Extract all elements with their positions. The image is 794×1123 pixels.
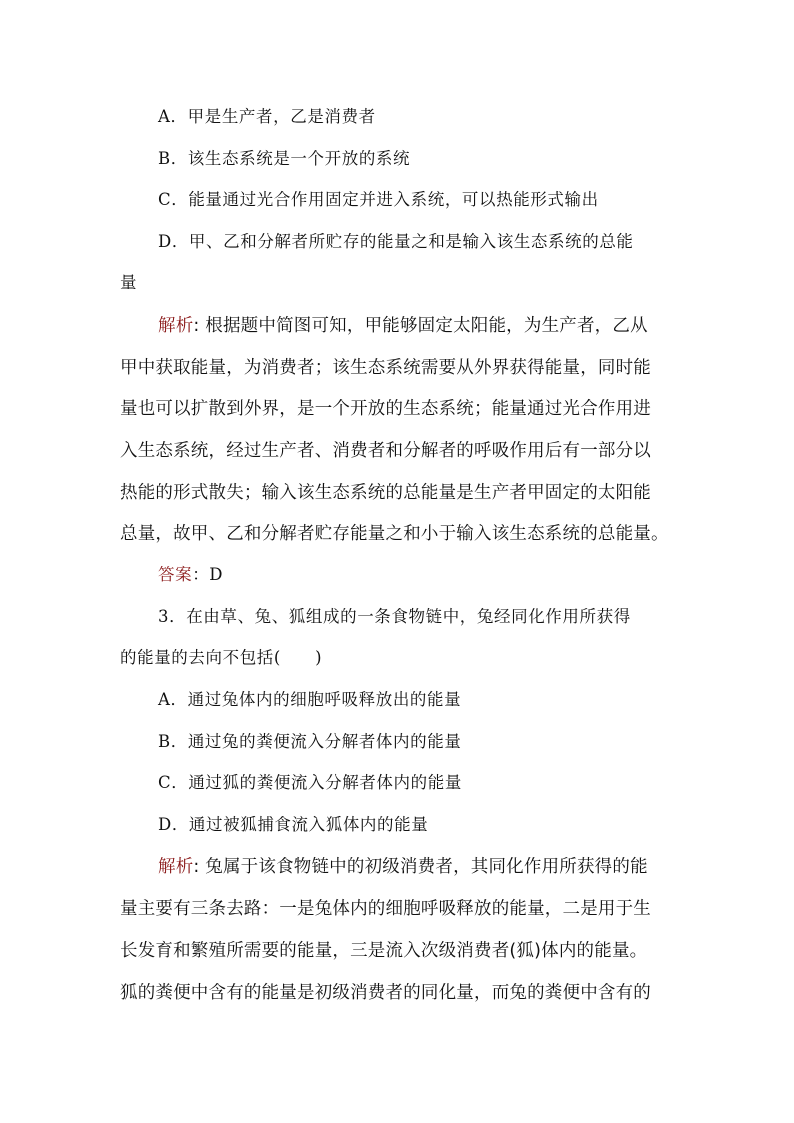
q2-analysis-line-2: 甲中获取能量，为消费者；该生态系统需要从外界获得能量，同时能 — [120, 358, 651, 378]
q2-option-c: C．能量通过光合作用固定并进入系统，可以热能形式输出 — [158, 190, 599, 209]
q2-analysis-text-1: : 根据题中简图可知，甲能够固定太阳能，为生产者，乙从 — [193, 316, 648, 336]
q2-analysis-line-1 — [158, 314, 676, 338]
q2-analysis-line-5: 热能的形式散失；输入该生态系统的总能量是生产者甲固定的太阳能 — [120, 483, 651, 503]
q3-analysis-text-1: : 兔属于该食物链中的初级消费者，其同化作用所获得的能 — [193, 857, 648, 877]
q2-option-d-line2: 量 — [120, 273, 138, 292]
q2-option-d-line1: D．甲、乙和分解者所贮存的能量之和是输入该生态系统的总能 — [158, 232, 634, 251]
q3-option-b: B．通过兔的粪便流入分解者体内的能量 — [158, 732, 462, 751]
q2-answer-value: ：D — [192, 565, 224, 584]
q2-analysis-line-4: 入生态系统，经过生产者、消费者和分解者的呼吸作用后有一部分以 — [120, 441, 651, 461]
q3-stem-line2: 的能量的去向不包括( ) — [120, 648, 323, 667]
q2-analysis-label: 解析 — [158, 316, 194, 336]
q3-option-a: A．通过兔体内的细胞呼吸释放出的能量 — [158, 690, 462, 709]
q2-option-a: A．甲是生产者，乙是消费者 — [158, 107, 376, 126]
q3-stem-line1: 3．在由草、兔、狐组成的一条食物链中，兔经同化作用所获得 — [158, 607, 631, 626]
q3-analysis-label: 解析 — [158, 857, 194, 877]
q2-answer-label: 答案 — [158, 565, 193, 584]
q2-option-b: B．该生态系统是一个开放的系统 — [158, 149, 411, 168]
q3-option-c: C．通过狐的粪便流入分解者体内的能量 — [158, 773, 462, 792]
q2-answer — [158, 564, 718, 586]
q3-analysis-line-3: 长发育和繁殖所需要的能量，三是流入次级消费者(狐)体内的能量。 — [120, 941, 648, 961]
q2-analysis-line-6: 总量，故甲、乙和分解者贮存能量之和小于输入该生态系统的总能量。 — [120, 524, 669, 544]
q3-analysis-line-1 — [158, 855, 676, 879]
q3-option-d: D．通过被狐捕食流入狐体内的能量 — [158, 815, 429, 834]
q3-analysis-line-4: 狐的粪便中含有的能量是初级消费者的同化量，而兔的粪便中含有的 — [120, 983, 651, 1003]
q2-analysis-line-3: 量也可以扩散到外界，是一个开放的生态系统；能量通过光合作用进 — [120, 399, 651, 419]
q3-analysis-line-2: 量主要有三条去路：一是兔体内的细胞呼吸释放的能量，二是用于生 — [120, 899, 651, 919]
